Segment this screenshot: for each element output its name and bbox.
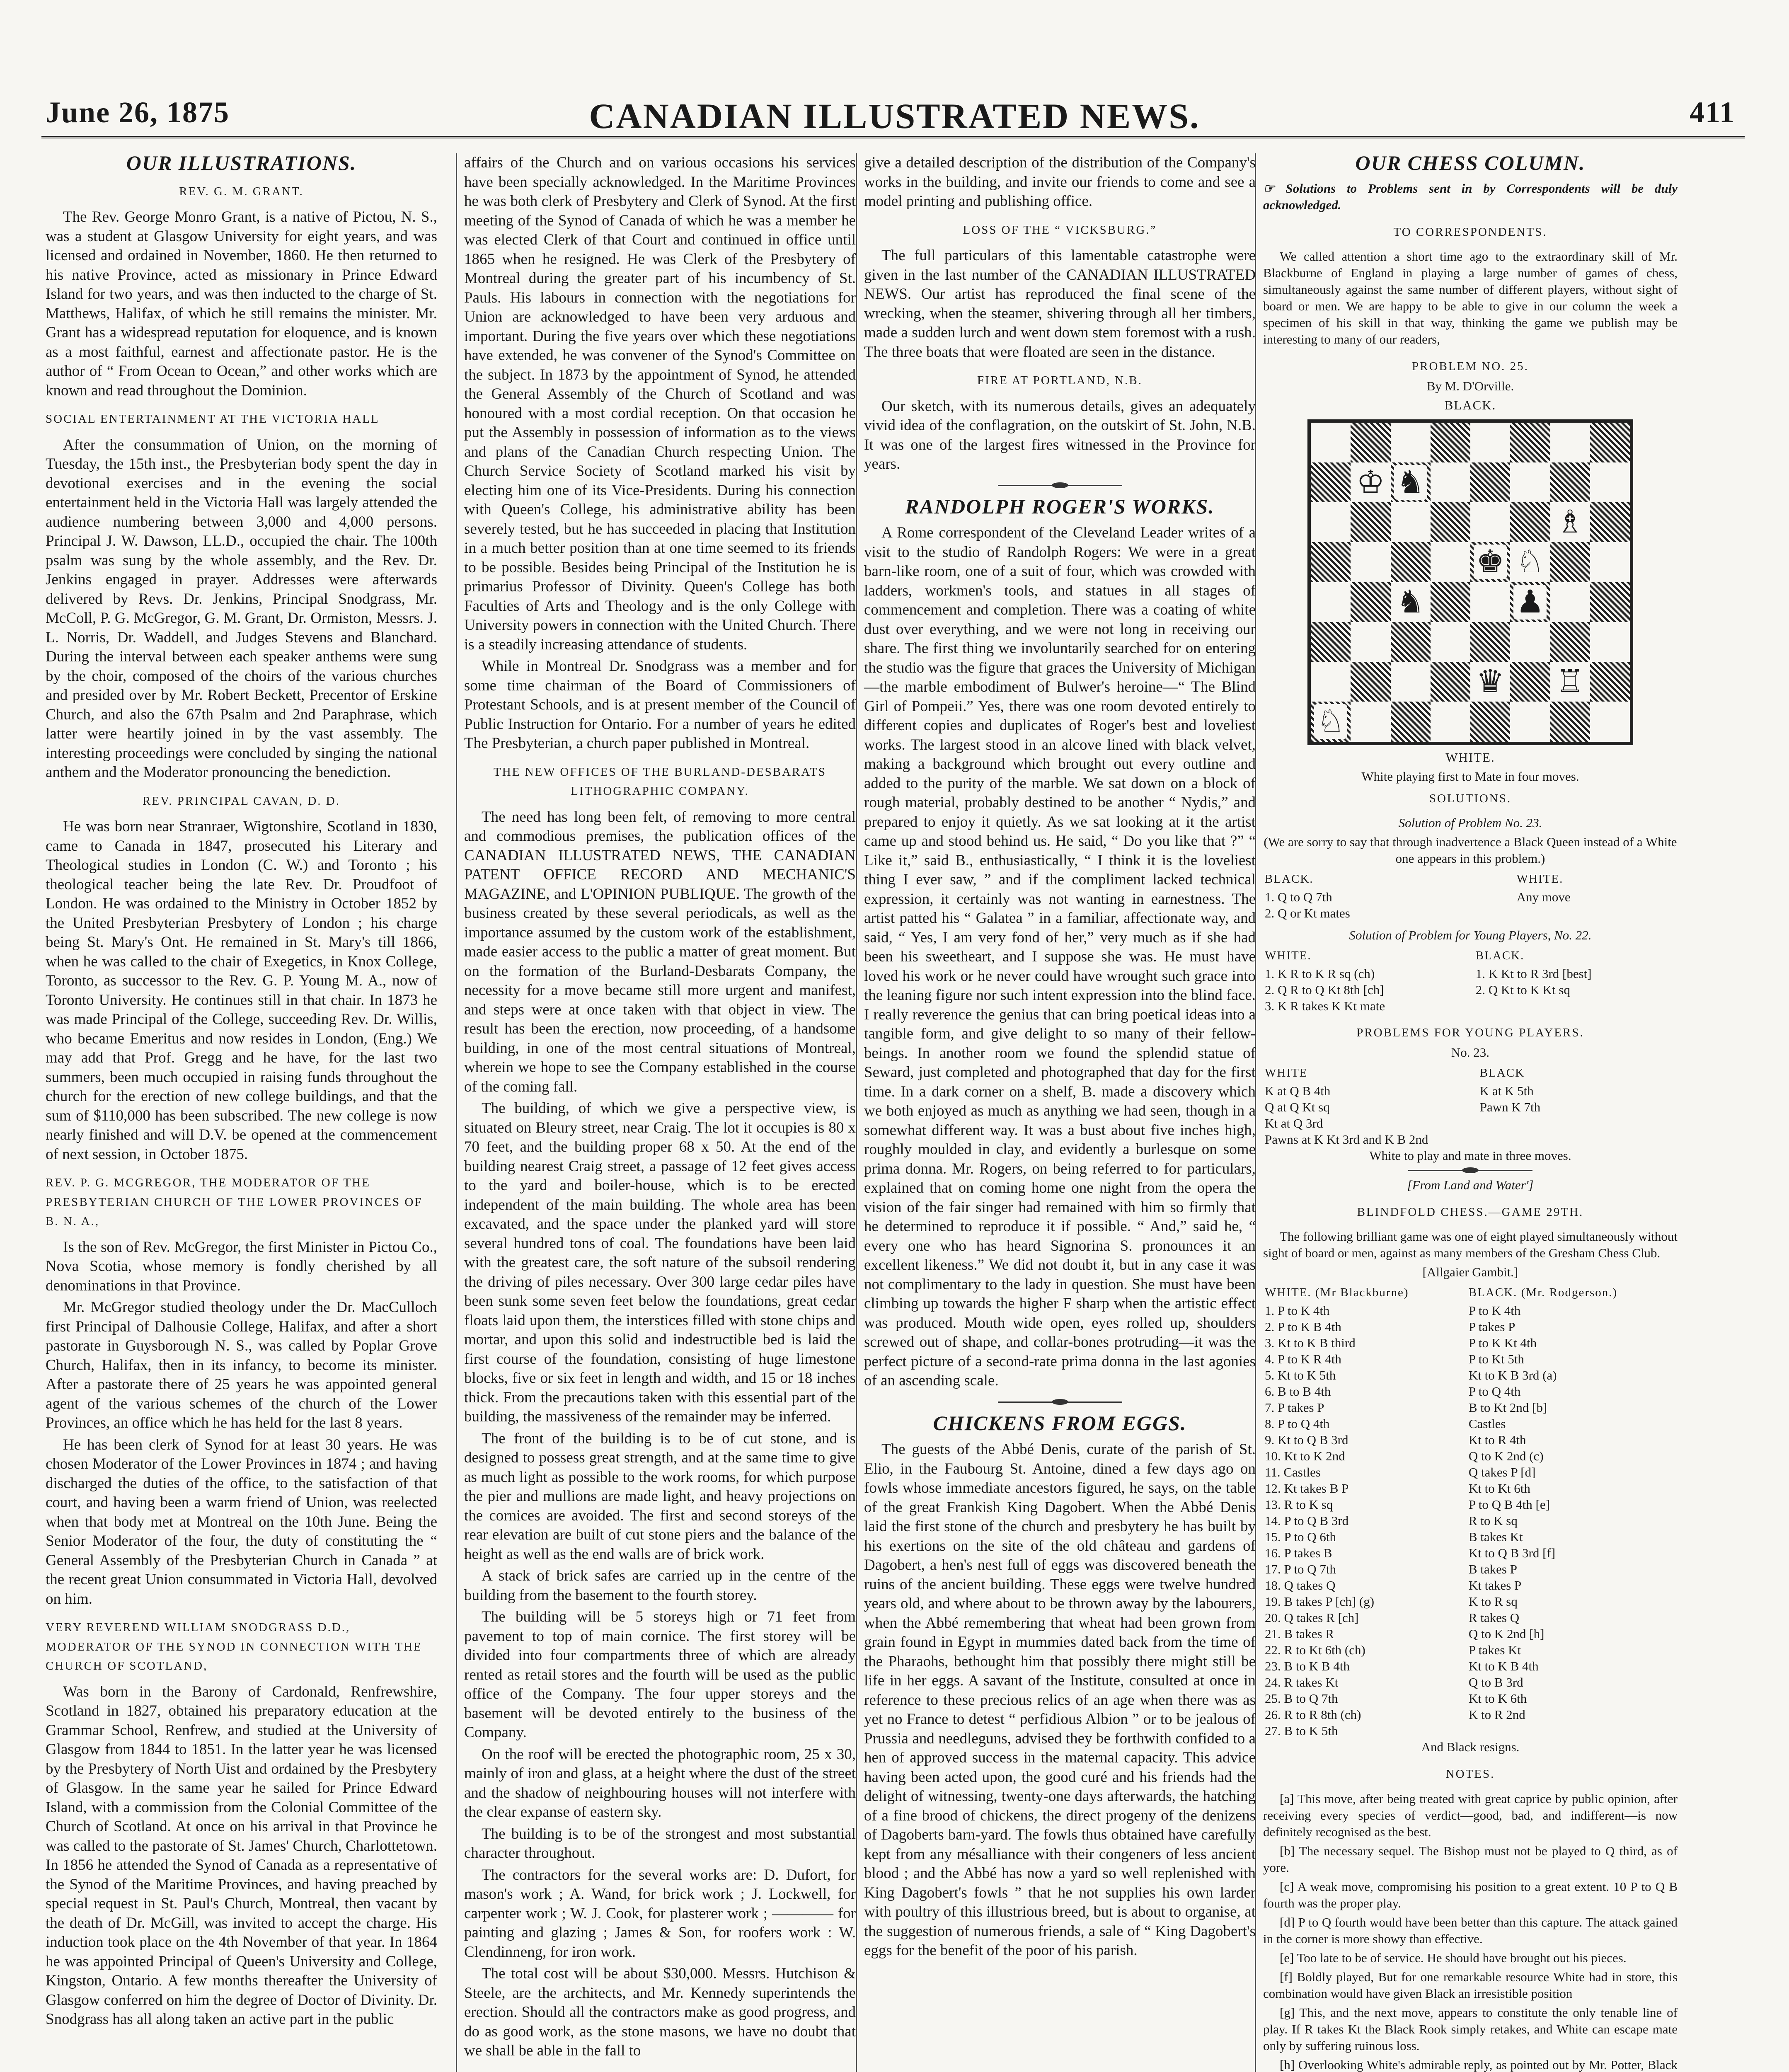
subheading: NOTES. <box>1445 1767 1495 1781</box>
article-paragraph: A stack of brick safes are carried up in the centre of the building from the basement to the fourth storey. <box>464 1567 856 1604</box>
column-header: BLACK. <box>1265 872 1314 886</box>
move-black: P to K Kt 4th <box>1468 1336 1537 1350</box>
section-heading: OUR ILLUSTRATIONS. <box>126 151 357 174</box>
chess-board <box>1307 419 1633 745</box>
position-black: K at K 5th <box>1479 1083 1534 1098</box>
game-result: And Black resigns. <box>1421 1740 1520 1754</box>
table-row <box>1263 1496 1678 1513</box>
white-knight-icon: ♘ <box>1311 702 1351 741</box>
article-title: LOSS OF THE “ VICKSBURG.” <box>963 223 1157 237</box>
table-row <box>1263 1690 1678 1706</box>
article-paragraph: affairs of the Church and on various occasions his services have been specially acknowledged. In the Maritime Provinces he was both clerk of Presbytery and Clerk of Synod. At the first meeting of the Synod of Canada of which he was a member he was elected Clerk of that Court and continued in office until 1865 when he resigned. He was Clerk of the Presbytery of Montreal during the greater part of his incumbency of St. Pauls. His labours in connection with the negotiations for Union are acknowledged to have been very arduous and important. During the five years over which these negotiations have extended, he was convener of the Synod's Committee on the subject. In 1873 by the appointment of Synod, he attended the General Assembly of the Church of Scotland and was honoured with a most cordial reception. On that occasion he put the Assembly in possession of information as to the views and plans of the Canadian Church respecting Union. The Church Service Society of Scotland marked his visit by electing him one of its Vice-Presidents. During his connection with Queen's College, his administrative ability has been severely tested, but he has succeeded in placing that Institution in a much better position than at one time seemed to its friends to be possible. Besides being Principal of the Institution he is primarius Professor of Divinity. Queen's College has both Faculties of Arts and Theology and is the only College with University powers in connection with the United Church. There is a steadily increasing attendance of students. <box>464 154 856 653</box>
white-knight-icon: ♘ <box>1510 542 1550 582</box>
table-row <box>1263 1115 1678 1131</box>
move-black: Q to B 3rd <box>1468 1675 1523 1690</box>
move-black: P to Kt 5th <box>1468 1352 1524 1366</box>
solution-table <box>1263 946 1678 1014</box>
table-row <box>1263 1626 1678 1642</box>
move-black <box>1515 905 1678 921</box>
table-row <box>1263 1529 1678 1545</box>
column-header: WHITE. <box>1265 949 1312 962</box>
position-white: Q at Q Kt sq <box>1265 1099 1330 1114</box>
move-black: 1. K Kt to R 3rd [best] <box>1475 966 1592 981</box>
move-black: R to K sq <box>1468 1513 1518 1528</box>
move-black: B takes Kt <box>1468 1530 1523 1544</box>
ornamental-separator <box>998 1402 1122 1403</box>
article-paragraph: The contractors for the several works are: D. Dufort, for mason's work ; A. Wand, for brick work ; J. Lockwell, for carpenter work ; W. J. Cook, for plasterer work ; ———— for painting and glazing ; James & Son, for roofers work : W. Clendinneng, for iron work. <box>464 1866 856 1961</box>
page-number: 411 <box>1689 96 1735 129</box>
table-row <box>1263 1335 1678 1351</box>
note-item: [d] P to Q fourth would have been better than this capture. The attack gained in the corner is more showy than effective. <box>1263 1915 1678 1946</box>
black-knight-icon: ♞ <box>1391 582 1431 622</box>
move-white: 1. Q to Q 7th <box>1265 890 1332 904</box>
move-white: 2. Q R to Q Kt 8th [ch] <box>1265 983 1384 997</box>
table-row <box>1263 1513 1678 1529</box>
table-row <box>1263 1383 1678 1399</box>
note-item: [h] Overlooking White's admirable reply, as pointed out by Mr. Potter, Black <box>1280 2057 1678 2072</box>
article-paragraph: After the consummation of Union, on the morning of Tuesday, the 15th inst., the Presbyterian body spent the day in devotional exercises and in the evening the social entertainment held in the Victoria Hall was largely attended the audience numbering between 3,000 and 4,000 persons. Principal J. W. Dawson, LL.D., occupied the chair. The 100th psalm was sung by the whole assembly, and the Rev. Dr. Jenkins engaged in prayer. Addresses were afterwards delivered by Revs. Dr. Jenkins, Principal Snodgrass, Mr. McColl, P. G. McGregor, G. M. Grant, Dr. Ormiston, Messrs. J. L. Norris, Dr. Waddell, and Judges Stevens and Blanchard. During the interval between each speaker anthems were sung by the choir, composed of the choirs of the various churches and presided over by Mr. Robert Beckett, Precentor of Erskine Church, and also the 67th Psalm and 2nd Paraphrase, which latter were heartily joined in by the vast assembly. The interesting proceedings were concluded by singing the national anthem and the Moderator pronouncing the benediction. <box>46 436 437 781</box>
move-black: K to R 2nd <box>1468 1707 1525 1722</box>
masthead-title: CANADIAN ILLUSTRATED NEWS. <box>589 96 1200 136</box>
article-title: VERY REVEREND WILLIAM SNODGRASS D.D., MODERATOR OF THE SYNOD IN CONNECTION WITH THE CHURCH OF SCOTLAND, <box>46 1621 422 1673</box>
solution-title: Solution of Problem for Young Players, No. 22. <box>1349 928 1592 942</box>
move-white: 1. K R to K R sq (ch) <box>1265 966 1375 981</box>
table-row <box>1263 998 1678 1014</box>
move-black: Kt takes P <box>1468 1578 1522 1593</box>
black-king-icon: ♚ <box>1470 542 1510 582</box>
move-white: 11. Castles <box>1265 1465 1321 1479</box>
table-row <box>1263 966 1678 982</box>
table-row <box>1263 1723 1678 1739</box>
subheading: SOLUTIONS. <box>1429 792 1512 805</box>
article-paragraph: give a detailed description of the distribution of the Company's works in the building, and invite our friends to come and see a model printing and publishing office. <box>864 154 1256 210</box>
white-rook-icon: ♖ <box>1550 662 1590 702</box>
problem-author: By M. D'Orville. <box>1426 378 1514 393</box>
table-row <box>1263 1131 1678 1147</box>
move-white: 10. Kt to K 2nd <box>1265 1449 1345 1463</box>
article-paragraph: The front of the building is to be of cut stone, and is designed to possess great strength, and at the same time to give as much light as possible to the work rooms, for which purpose the pier and mullions are made light, and heavy projections on the cornices are avoided. The first and second storeys of the rear elevation are built of cut stone piers and the balance of the height as well as the end walls are of brick work. <box>464 1430 856 1563</box>
move-black: Kt to K B 4th <box>1468 1659 1539 1673</box>
move-white: 19. B takes P [ch] (g) <box>1265 1594 1375 1609</box>
problem-title: PROBLEM NO. 25. <box>1412 360 1529 373</box>
move-white: 14. P to Q B 3rd <box>1265 1513 1349 1528</box>
move-white: 25. B to Q 7th <box>1265 1691 1338 1706</box>
notes-list <box>1263 1791 1678 2072</box>
table-row <box>1263 1464 1678 1480</box>
article-title: THE NEW OFFICES OF THE BURLAND-DESBARATS LITHOGRAPHIC COMPANY. <box>494 765 826 798</box>
move-white: 15. P to Q 6th <box>1265 1530 1336 1544</box>
table-row <box>1263 1432 1678 1448</box>
article-paragraph: The following brilliant game was one of eight played simultaneously without sight of board or men, against as many members of the Gresham Chess Club. <box>1263 1229 1678 1260</box>
article-paragraph: Mr. McGregor studied theology under the Dr. MacCulloch first Principal of Dalhousie College, Halifax, and after a short pastorate in Guysborough N. S., was called by Poplar Grove Church, Halifax, then in its infancy, to become its minister. After a pastorate there of 25 years he was appointed general agent of the various schemes of the church of the Lower Provinces, an office which he has held for the last 8 years. <box>46 1299 437 1431</box>
table-row <box>1263 1416 1678 1432</box>
move-white: 17. P to Q 7th <box>1265 1562 1336 1576</box>
table-row <box>1263 889 1678 905</box>
problem-number: No. 23. <box>1451 1045 1490 1060</box>
table-row <box>1263 1399 1678 1416</box>
table-row <box>1263 1674 1678 1690</box>
move-black: Kt to K 6th <box>1468 1691 1527 1706</box>
move-black: Kt to Q B 3rd [f] <box>1468 1546 1556 1560</box>
article-paragraph: Our sketch, with its numerous details, gives an adequately vivid idea of the conflagration, on the outskirt of St. John, N.B. It was one of the largest fires witnessed in the Province for years. <box>864 397 1256 472</box>
move-black: B takes P <box>1468 1562 1517 1576</box>
move-black: P takes Kt <box>1468 1643 1521 1657</box>
article-paragraph: The need has long been felt, of removing to more central and commodious premises, the publication offices of the CANADIAN ILLUSTRATED NEWS, THE CANADIAN PATENT OFFICE RECORD AND MECHANIC'S MAGAZINE, and L'OPINION PUBLIQUE. The growth of the business created by these several periodicals, as well as the importance assumed by the custom work of the establishment, made easier access to the public a matter of great moment. But on the formation of the Burland-Desbarats Company, the necessity for a move became still more urgent and manifest, and steps were at once taken with that object in view. The result has been the erection, now proceeding, of a handsome building, in one of the most central situations of Montreal, wherein we hope to see the Company established in the course of the coming fall. <box>464 808 856 1095</box>
move-white: 13. R to K sq <box>1265 1497 1333 1512</box>
black-pawn-icon: ♟ <box>1510 582 1550 622</box>
note-item: [c] A weak move, compromising his position to a great extent. 10 P to Q B fourth was the proper play. <box>1263 1879 1678 1910</box>
column-header: WHITE <box>1265 1066 1308 1080</box>
table-row <box>1263 1593 1678 1610</box>
article-paragraph: He was born near Stranraer, Wigtonshire, Scotland in 1830, came to Canada in 1847, prosecuted his Literary and Theological studies in London (C. W.) and Toronto ; his theological teacher being the late Rev. Dr. Proudfoot of London. He was ordained to the Ministry in October 1852 by the United Presbyterian Presbytery of London ; his charge being St. Mary's Ont. He remained in St. Mary's till 1866, when he was called to the chair of Exegetics, in Knox College, Toronto, as successor to the Rev. G. P. Young M. A., now of Toronto University. He continues still in that chair. In 1873 he was made Principal of the College, succeeding Rev. Dr. Willis, who became Emeritus and now resides in London, (Eng.) We may add that Prof. Gregg and he have, for the last two summers, been much occupied in raising funds throughout the church for the erection of new college buildings, and that the sum of $110,000 has been subscribed. The new college is now nearly finished and will D.V. be opened at the commencement of next session, in October 1875. <box>46 818 437 1163</box>
position-white: K at Q B 4th <box>1265 1083 1331 1098</box>
source-credit: [From Land and Water'] <box>1407 1177 1534 1192</box>
subheading: TO CORRESPONDENTS. <box>1393 225 1547 239</box>
black-queen-icon: ♛ <box>1470 662 1510 702</box>
article-paragraph: While in Montreal Dr. Snodgrass was a member and for some time chairman of the Board of Commissioners of Protestant Schools, and is at present member of the Council of Public Instruction for Ontario. For a number of years he edited The Presbyterian, a church paper published in Montreal. <box>464 658 856 752</box>
move-black: Q to K 2nd (c) <box>1468 1449 1544 1463</box>
move-white: 3. K R takes K Kt mate <box>1265 999 1385 1013</box>
table-row <box>1263 1319 1678 1335</box>
article-paragraph: The Rev. George Monro Grant, is a native of Pictou, N. S., was a student at Glasgow University for eight years, and was licensed and ordained in November, 1860. He then returned to his native Province, acted as missionary in Prince Edward Island for two years, and was then inducted to the charge of St. Matthews, Halifax, of which he still remains the minister. Mr. Grant has a widespread reputation for eloquence, and is known as a most faithful, earnest and affectionate pastor. He is the author of “ From Ocean to Ocean,” and other works which are known and read throughout the Dominion. <box>46 208 437 399</box>
table-row <box>1263 1351 1678 1367</box>
move-black: B to Kt 2nd [b] <box>1468 1400 1547 1415</box>
move-black: Any move <box>1516 890 1571 904</box>
solution-table <box>1263 869 1678 921</box>
table-row <box>1263 905 1678 921</box>
note-item: [e] Too late to be of service. He should have brought out his pieces. <box>1280 1950 1627 1965</box>
article-paragraph: The building, of which we give a perspective view, is situated on Bleury street, near Craig. The lot it occupies is 80 x 70 feet, and the building proper 68 x 50. At the end of the building nearest Craig street, a passage of 12 feet gives access to the yard and boiler-house, which is to be erected independent of the main building. The whole area has been excavated, and the space under the planked yard will store several hundred tons of coal. The foundations have been laid with the greatest care, the soft nature of the subsoil rendering the driving of piles necessary. Over 300 large cedar piles have been sunk some seven feet below the foundations, great cedar floats laid upon them, the interstices filled with stone chips and mortar, and upon this solid and indestructible bed is laid the first course of the foundation, consisting of huge limestone blocks, five or six feet in length and width, and 15 or 18 inches thick. From the precautions taken with this essential part of the building, the massiveness of the remainder may be inferred. <box>464 1100 856 1425</box>
article-paragraph: We called attention a short time ago to the extraordinary skill of Mr. Blackburne of England in playing a large number of games of chess, simultaneously against the same number of different players, without sight of board or men. We are happy to be able to give in our column the week a specimen of his skill in that way, thinking the game we publish may be interesting to many of our readers, <box>1263 249 1678 346</box>
column-divider <box>456 153 457 2072</box>
article-paragraph: The guests of the Abbé Denis, curate of the parish of St. Elio, in the Faubourg St. Antoine, dined a few days ago on fowls whose immediate ancestors figured, he says, on the table of the great Frankish King Dagobert. When the Abbé Denis laid the first stone of the church and presbytery he has built by his exertions on the site of the old château and gardens of Dagobert, a hen's nest full of eggs was discovered beneath the ruins of the ancient building. These eggs were twelve hundred years old, and where about to be thrown away by the labourers, when the Abbé remembering that wheat had been grown from grain found in Egypt in mummies dated back from the time of the Pharaohs, bethought him that possibly there might still be life in her eggs. A savant of the Institute, consulted at once in reference to these precious relics of an age when there was as yet no France to detest “ perfidious Albion ” or to be jealous of Prussia and needleguns, advised they be forthwith confided to a hen of approved success in the maternal capacity. This advice having been acted upon, the good curé and his friends had the delight of witnessing, twenty-one days afterwards, the hatching of a fine brood of chickens, the direct progeny of the denizens of Dagoberts barn-yard. The fowls thus obtained have carefully kept from any mésalliance with their congeners of less ancient blood ; and the Abbé has now a yard so well replenished with King Dagobert's fowls ” that he not supplies his own larder with poultry of this illustrious breed, but is about to organise, at the suggestion of numerous friends, a sale of “ King Dagobert's eggs for the benefit of the poor of his parish. <box>864 1441 1256 1959</box>
article-paragraph: The building is to be of the strongest and most substantial character throughout. <box>464 1825 856 1861</box>
note-item: [b] The necessary sequel. The Bishop must not be played to Q third, as of yore. <box>1263 1843 1678 1875</box>
position-black: Pawn K 7th <box>1479 1099 1541 1114</box>
article-paragraph: The full particulars of this lamentable catastrophe were given in the last number of the CANADIAN ILLUSTRATED NEWS. Our artist has reproduced the final scene of the wrecking, when the steamer, shivering through all her timbers, made a sudden lurch and went down stem foremost with a rush. The three boats that were floated are seen in the distance. <box>864 247 1256 361</box>
position-white: Pawns at K Kt 3rd and K B 2nd <box>1265 1132 1428 1147</box>
move-white: 6. B to B 4th <box>1265 1384 1331 1399</box>
move-white: 22. R to Kt 6th (ch) <box>1265 1643 1365 1657</box>
move-white: 27. B to K 5th <box>1265 1723 1338 1738</box>
move-black: Castles <box>1468 1416 1506 1431</box>
move-white: 21. B takes R <box>1265 1627 1334 1641</box>
table-row <box>1263 1480 1678 1496</box>
move-white: 16. P takes B <box>1265 1546 1332 1560</box>
move-black: Kt to K B 3rd (a) <box>1468 1368 1557 1382</box>
table-row <box>1263 1642 1678 1658</box>
column-divider <box>856 153 857 2072</box>
article-title: FIRE AT PORTLAND, N.B. <box>977 374 1143 387</box>
table-row <box>1263 1577 1678 1593</box>
note-item: [g] This, and the next move, appears to constitute the only tenable line of play. If R takes Kt the Black Rook simply retakes, and White can escape mate only by suffering ruinous loss. <box>1263 2005 1678 2053</box>
board-label-black: BLACK. <box>1444 397 1496 412</box>
table-row <box>1263 1561 1678 1577</box>
move-white: 9. Kt to Q B 3rd <box>1265 1433 1348 1447</box>
column-header: BLACK. <box>1475 949 1525 962</box>
move-white: 5. Kt to K 5th <box>1265 1368 1336 1382</box>
move-white: 24. R takes Kt <box>1265 1675 1339 1690</box>
move-black: K to R sq <box>1468 1594 1518 1609</box>
article-title: REV. PRINCIPAL CAVAN, D. D. <box>143 794 340 808</box>
section-heading: OUR CHESS COLUMN. <box>1355 151 1586 174</box>
article-paragraph: A Rome correspondent of the Cleveland Leader writes of a visit to the studio of Randolph Rogers: We were in a great barn-like room, one of a suit of four, which was crowded with ladders, workmen's tools, and statues in all stages of commencement and completion. There was a coating of white dust over everything, and we were not long in receiving our share. The first thing we involuntarily searched for on entering the studio was the figure that graces the University of Michigan—the marble embodiment of Bulwer's heroine—“ The Blind Girl of Pompeii.” Yes, there was one room devoted entirely to different copies and duplicates of Roger's best and loveliest works. The largest stood in an alcove lined with black velvet, making a background which brought out every outline and added to the purity of the marble. We sat down on a block of rough material, probably destined to be another “ Nydis,” and prepared to enjoy it quietly. As we sat looking at it the artist came up and stood behind us. He said, “ Do you like that ?” “ Like it,” said B., enthusiastically, “ I think it is the loveliest thing I ever saw, ” and if the compliment lacked technical expression, it certainly was not wanting in earnestness. The artist patted his “ Galatea ” in a familiar, affectionate way, and said, “ Yes, I am very fond of her,” very much as if she had been his sweetheart, and I suppose she was. He must have loved his work or he never could have wrought such grace into the leaning figure nor such intent expression into the blind face. I really reverence the genius that can bring poetical ideas into a tangible form, and give delight to so many of their fellow-beings. In another room we found the splendid statue of Seward, just completed and photographed that day for the first time. In a dark corner on a shelf, B. made a discovery which we both enjoyed as much as anything we had seen, though in a somewhat different way. It was a bust about five inches high, roughly moulded in clay, and evidently a burlesque on some prima donna. Mr. Rogers, on being referred to for particulars, explained that on coming home one night from the opera the vision of the fair singer had remained with him so firmly that he determined to reproduce it if possible. “ And,” said he, “ every one who has heard Signorina S. pronounces it an excellent likeness.” We did not doubt it, but in any case it was not complimentary to the lady in question. She must have been climbing up towards the higher F sharp when the artistic effect was produced. Mouth wide open, eyes rolled up, shoulders screwed out of shape, and collar-bones protruding—it was the perfect picture of a second-rate prima donna in the last agonies of an ascending scale. <box>864 524 1256 1389</box>
table-row <box>1263 1448 1678 1464</box>
move-black: Q takes P [d] <box>1468 1465 1536 1479</box>
article-paragraph: The total cost will be about $30,000. Messrs. Hutchison & Steele, are the architects, and Mr. Kennedy superintends the erection. Should all the contractors make as good progress, and do as good work, as the stone masons, we have no doubt that we shall be able in the fall to <box>464 1965 856 2059</box>
article-paragraph: On the roof will be erected the photographic room, 25 x 30, mainly of iron and glass, at a height where the dust of the street and the shadow of neighbouring houses will not interfere with the clear expanse of eastern sky. <box>464 1745 856 1820</box>
black-knight-icon: ♞ <box>1391 462 1431 502</box>
subheading: BLINDFOLD CHESS.—GAME 29TH. <box>1357 1205 1584 1219</box>
position-white: Kt at Q 3rd <box>1265 1116 1323 1130</box>
move-black <box>1474 998 1678 1014</box>
white-king-icon: ♔ <box>1351 462 1390 502</box>
move-white: 20. Q takes R [ch] <box>1265 1610 1359 1625</box>
correspondents-note: ☞ Solutions to Problems sent in by Correspondents will be duly acknowledged. <box>1263 181 1678 212</box>
table-row <box>1263 1099 1678 1115</box>
column-header: BLACK. (Mr. Rodgerson.) <box>1468 1286 1618 1299</box>
table-row <box>1263 1302 1678 1319</box>
article-paragraph: The building will be 5 storeys high or 71 feet from pavement to top of main cornice. The first storey will be divided into four compartments three of which are already rented as retail stores and the fourth will be used as the public office of the Company. The four upper storeys and the basement will be devoted entirely to the business of the Company. <box>464 1608 856 1741</box>
move-white: 2. P to K B 4th <box>1265 1319 1341 1334</box>
move-white: 8. P to Q 4th <box>1265 1416 1330 1431</box>
table-row <box>1263 1658 1678 1674</box>
column-header: WHITE. <box>1516 872 1564 886</box>
masthead-rule <box>41 136 1745 138</box>
column-header: WHITE. (Mr Blackburne) <box>1265 1286 1409 1299</box>
move-white: 4. P to K R 4th <box>1265 1352 1341 1366</box>
move-white: 23. B to K B 4th <box>1265 1659 1350 1673</box>
article-title: REV. P. G. MCGREGOR, THE MODERATOR OF THE PRESBYTERIAN CHURCH OF THE LOWER PROVINCES OF B. N. A., <box>46 1176 423 1228</box>
table-row <box>1263 1545 1678 1561</box>
game-moves-table <box>1263 1283 1678 1739</box>
move-black: Q to K 2nd [h] <box>1468 1627 1544 1641</box>
note-item: [f] Boldly played, But for one remarkable resource White had in store, this combination would have given Black an irresistible position <box>1263 1969 1678 2001</box>
table-row <box>1263 1610 1678 1626</box>
position-table <box>1263 1063 1678 1147</box>
move-white: 7. P takes P <box>1265 1400 1324 1415</box>
article-paragraph: Is the son of Rev. McGregor, the first Minister in Pictou Co., Nova Scotia, whose memory is fondly cherished by all denominations in that Province. <box>46 1238 437 1294</box>
move-white: 26. R to R 8th (ch) <box>1265 1707 1361 1722</box>
solution-note: (We are sorry to say that through inadvertence a Black Queen instead of a White one appears in this problem.) <box>1264 835 1677 866</box>
section-heading: CHICKENS FROM EGGS. <box>933 1411 1187 1435</box>
move-white: 12. Kt takes B P <box>1265 1481 1349 1496</box>
move-black: P to Q 4th <box>1468 1384 1521 1399</box>
article-title: SOCIAL ENTERTAINMENT AT THE VICTORIA HALL <box>46 412 380 426</box>
table-row <box>1263 1367 1678 1383</box>
move-white: 18. Q takes Q <box>1265 1578 1336 1593</box>
issue-date: June 26, 1875 <box>46 96 230 129</box>
position-black <box>1478 1115 1678 1131</box>
subheading: PROBLEMS FOR YOUNG PLAYERS. <box>1356 1026 1584 1039</box>
ornamental-separator <box>1408 1170 1532 1171</box>
move-black <box>1467 1723 1678 1739</box>
opening-name: [Allgaier Gambit.] <box>1422 1265 1518 1279</box>
move-white: 2. Q or Kt mates <box>1265 906 1350 920</box>
move-black: Kt to R 4th <box>1468 1433 1526 1447</box>
problem-caption: White to play and mate in three moves. <box>1369 1148 1571 1163</box>
move-black: P to K 4th <box>1468 1303 1521 1318</box>
move-black: P takes P <box>1468 1319 1515 1334</box>
board-label-white: WHITE. <box>1445 750 1495 765</box>
move-black: 2. Q Kt to K Kt sq <box>1475 983 1570 997</box>
move-white: 1. P to K 4th <box>1265 1303 1330 1318</box>
move-black: P to Q B 4th [e] <box>1468 1497 1550 1512</box>
article-title: REV. G. M. GRANT. <box>179 184 304 198</box>
white-bishop-icon: ♗ <box>1550 502 1590 542</box>
problem-caption: White playing first to Mate in four moves. <box>1361 769 1579 784</box>
ornamental-separator <box>998 485 1122 486</box>
table-row <box>1263 1083 1678 1099</box>
table-row <box>1263 982 1678 998</box>
move-black: R takes Q <box>1468 1610 1520 1625</box>
column-1 <box>46 153 437 2032</box>
article-paragraph: He has been clerk of Synod for at least 30 years. He was chosen Moderator of the Lower Provinces in 1874 ; and having discharged the duties of the office, to the satisfaction of that court, and having been a warm friend of Union, was reelected when that body met at Montreal on the 10th June. Being the Senior Moderator of the four, the duty of constituting the “ General Assembly of the Presbyterian Church in Canada ” at the recent great Union consummated in Victoria Hall, devolved on him. <box>46 1436 437 1607</box>
article-paragraph: Was born in the Barony of Cardonald, Renfrewshire, Scotland in 1827, obtained his preparatory education at the Grammar School, Renfrew, and studied at the University of Glasgow from 1844 to 1851. In the latter year he was licensed by the Presbytery of North Uist and ordained by the Presbytery of Glasgow. In the same year he sailed for Prince Edward Island, with a commission from the Colonial Committee of the Church of Scotland. At once on his arrival in that Province he was called to the pastorate of St. James' Church, Charlottetown. In 1856 he attended the Synod of Canada as a representative of the Synod of the Maritime Provinces, and having preached by special request in St. Paul's Church, Montreal, then vacant by the death of Dr. McGill, was invited to accept the charge. His induction took place on the 4th November of that year. In 1864 he was appointed Principal of Queen's University and College, Kingston, Ontario. A few months thereafter the University of Glasgow conferred on him the degree of Doctor of Divinity. Dr. Snodgrass has all along taken an active part in the public <box>46 1683 437 2028</box>
section-heading: RANDOLPH ROGER'S WORKS. <box>905 494 1215 518</box>
move-white: 3. Kt to K B third <box>1265 1336 1356 1350</box>
solution-title: Solution of Problem No. 23. <box>1398 816 1542 830</box>
table-row <box>1263 1706 1678 1723</box>
move-black: Kt to Kt 6th <box>1468 1481 1530 1496</box>
column-3 <box>864 153 1256 1963</box>
column-header: BLACK <box>1479 1066 1525 1080</box>
chess-column <box>1263 153 1678 2072</box>
column-2 <box>464 153 856 2063</box>
note-item: [a] This move, after being treated with great caprice by public opinion, after receiving every species of verdict—good, bad, and indifferent—is now definitely recognised as the best. <box>1263 1791 1678 1839</box>
